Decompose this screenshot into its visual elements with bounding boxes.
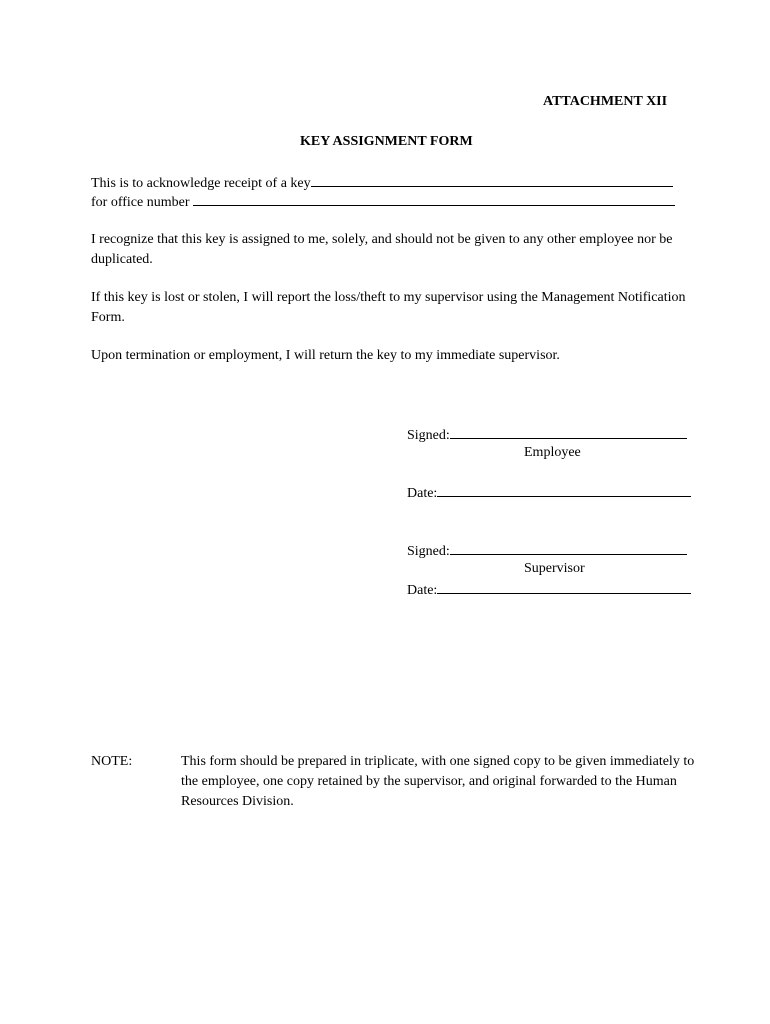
employee-signature-field[interactable] (450, 424, 687, 439)
office-field-label: for office number (91, 195, 190, 210)
attachment-label: ATTACHMENT XII (543, 94, 668, 109)
employee-date-field[interactable] (437, 482, 691, 497)
supervisor-role-label: Supervisor (524, 561, 585, 576)
employee-date-label: Date: (407, 486, 438, 501)
supervisor-signature-field[interactable] (450, 540, 687, 555)
supervisor-date-field[interactable] (437, 579, 691, 594)
employee-signed-label: Signed: (407, 428, 450, 443)
supervisor-signed-label: Signed: (407, 544, 450, 559)
supervisor-date-row (407, 579, 691, 601)
key-field-input[interactable] (311, 172, 673, 187)
office-field-row (91, 191, 675, 213)
key-field-label: This is to acknowledge receipt of a key (91, 176, 311, 191)
note-text: This form should be prepared in triplicate, with one signed copy to be given immediately to the employee, one copy retained by the supervisor, and original forwarded to the Human Resources Division. (181, 754, 695, 809)
body-paragraph-1: I recognize that this key is assigned to me, solely, and should not be given to any other employee nor be duplicated. (91, 232, 673, 267)
employee-date-row (407, 482, 691, 504)
note-label: NOTE: (91, 754, 133, 769)
employee-role-label: Employee (524, 445, 581, 460)
supervisor-date-label: Date: (407, 583, 438, 598)
body-paragraph-2: If this key is lost or stolen, I will report the loss/theft to my supervisor using the Management Notification Form. (91, 290, 686, 325)
form-title: KEY ASSIGNMENT FORM (300, 134, 473, 149)
body-paragraph-3: Upon termination or employment, I will return the key to my immediate supervisor. (91, 348, 560, 363)
office-field-input[interactable] (193, 191, 675, 206)
